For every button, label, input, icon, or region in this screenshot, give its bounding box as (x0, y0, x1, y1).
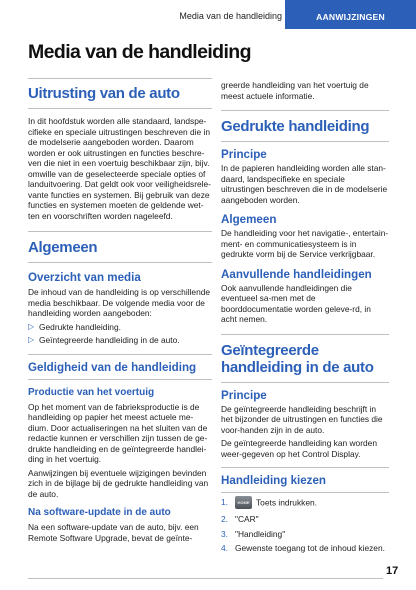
section-divider (221, 141, 389, 142)
list-item: 1. HOME Toets indrukken. (221, 497, 317, 508)
paragraph-productie: Op het moment van de fabrieksproductie is de handleiding op papier het meest actuele me-dium. Door actualiseringen na het sluiten van de redactie kunnen er verschillen zijn tussen de ge-drukte handleiding en de geïntegreerde handlei-ding in het voertuig. (28, 401, 208, 464)
paragraph-software-update: Na een software-update van de auto, bijv. een Remote Software Upgrade, bevat de geïnte- (28, 522, 199, 543)
page-number: 17 (386, 565, 399, 577)
section-divider (28, 78, 212, 79)
page-title: Media van de handleiding (28, 41, 251, 63)
paragraph-weergegeven: De geïntegreerde handleiding kan worden weer-gegeven op het Control Display. (221, 438, 377, 459)
section-divider (28, 108, 212, 109)
heading-algemeen: Algemeen (28, 239, 98, 256)
paragraph-uitrusting: In dit hoofdstuk worden alle standaard, landspe-cifieke en speciale uitrustingen beschreven die in de modelserie aangeboden worden. Daarom worden er ook uitrustingen en functies beschre-ven die niet in een voertuig beschikbaar zijn, bijv. omwille van de geselecteerde speciale opties of landuitvoering. Dat geldt ook voor veiligheidsrele-vante functies en systemen. Bij gebruik van deze functies en systemen moeten de geldende wet-ten en voorschriften worden nageleefd. (28, 116, 211, 221)
paragraph-overzicht: De inhoud van de handleiding is op verschillende media beschikbaar. De volgende media voor de handleiding worden aangeboden: (28, 287, 211, 318)
heading-algemeen-right: Algemeen (221, 213, 277, 226)
footer-divider (28, 578, 383, 579)
section-divider (221, 382, 389, 383)
step-number: 1. (221, 497, 228, 507)
steps-list (221, 497, 389, 554)
list-item: ▷ Gedrukte handleiding. (28, 321, 121, 332)
list-item: 2. "CAR" (221, 514, 259, 524)
header-chapter-tab: AANWIJZINGEN (285, 0, 416, 29)
section-divider (28, 262, 212, 263)
section-divider (221, 334, 389, 335)
paragraph-algemeen-right: De handleiding voor het navigatie-, entertain-ment- en communicatiesysteem is in gedrukte vorm bij de Service verkrijgbaar. (221, 228, 389, 259)
heading-software-update: Na software-update in de auto (28, 507, 171, 518)
heading-geldigheid: Geldigheid van de handleiding (28, 360, 197, 374)
step-number: 2. (221, 514, 228, 524)
heading-productie: Productie van het voertuig (28, 386, 155, 398)
paragraph-principe: In de papieren handleiding worden alle stan-daard, landspecifieke en speciale uitrustingen beschreven die in de modelserie aangeboden worden. (221, 163, 388, 205)
bullet-icon: ▷ (28, 335, 35, 344)
bullet-icon: ▷ (28, 321, 35, 331)
section-divider (28, 354, 212, 355)
section-divider (221, 110, 389, 111)
left-column (28, 78, 212, 543)
paragraph-wijzigingen: Aanwijzingen bij eventuele wijzigingen bevinden zich in de bijlage bij de gedrukte handleiding van de auto. (28, 467, 209, 499)
list-item: 4. Gewenste toegang tot de inhoud kiezen. (221, 543, 385, 553)
section-divider (221, 492, 389, 493)
heading-geintegreerde: Geïntegreerde handleiding in de auto (221, 341, 374, 376)
heading-aanvullende: Aanvullende handleidingen (221, 267, 372, 281)
list-item: ▷ Geïntegreerde handleiding in de auto. (28, 335, 180, 345)
heading-gedrukte: Gedrukte handleiding (221, 118, 370, 135)
heading-principe-2: Principe (221, 388, 267, 402)
section-divider (28, 231, 212, 232)
paragraph-continued: greerde handleiding van het voertuig de meest actuele informatie. (221, 80, 369, 101)
paragraph-aanvullende: Ook aanvullende handleidingen die eventueel sa-men met de boorddocumentatie worden geleve-rd, in acht nemen. (221, 282, 371, 324)
right-column (221, 80, 389, 554)
paragraph-principe-2: De geïntegreerde handleiding beschrijft in het bijzonder de uitrustingen en functies die voor-handen zijn in de auto. (221, 403, 383, 435)
section-divider (28, 379, 212, 380)
list-item: 3. "Handleiding" (221, 528, 286, 539)
header-section-title: Media van de handleiding (179, 11, 282, 21)
media-list (28, 322, 212, 346)
page-header (0, 0, 416, 29)
heading-uitrusting: Uitrusting van de auto (28, 85, 180, 102)
step-number: 3. (221, 528, 228, 539)
heading-overzicht: Overzicht van media (28, 271, 141, 284)
home-button-icon: HOME (235, 496, 252, 509)
section-divider (221, 467, 389, 468)
heading-handleiding-kiezen: Handleiding kiezen (221, 474, 327, 487)
heading-principe: Principe (221, 148, 267, 161)
step-number: 4. (221, 543, 228, 553)
